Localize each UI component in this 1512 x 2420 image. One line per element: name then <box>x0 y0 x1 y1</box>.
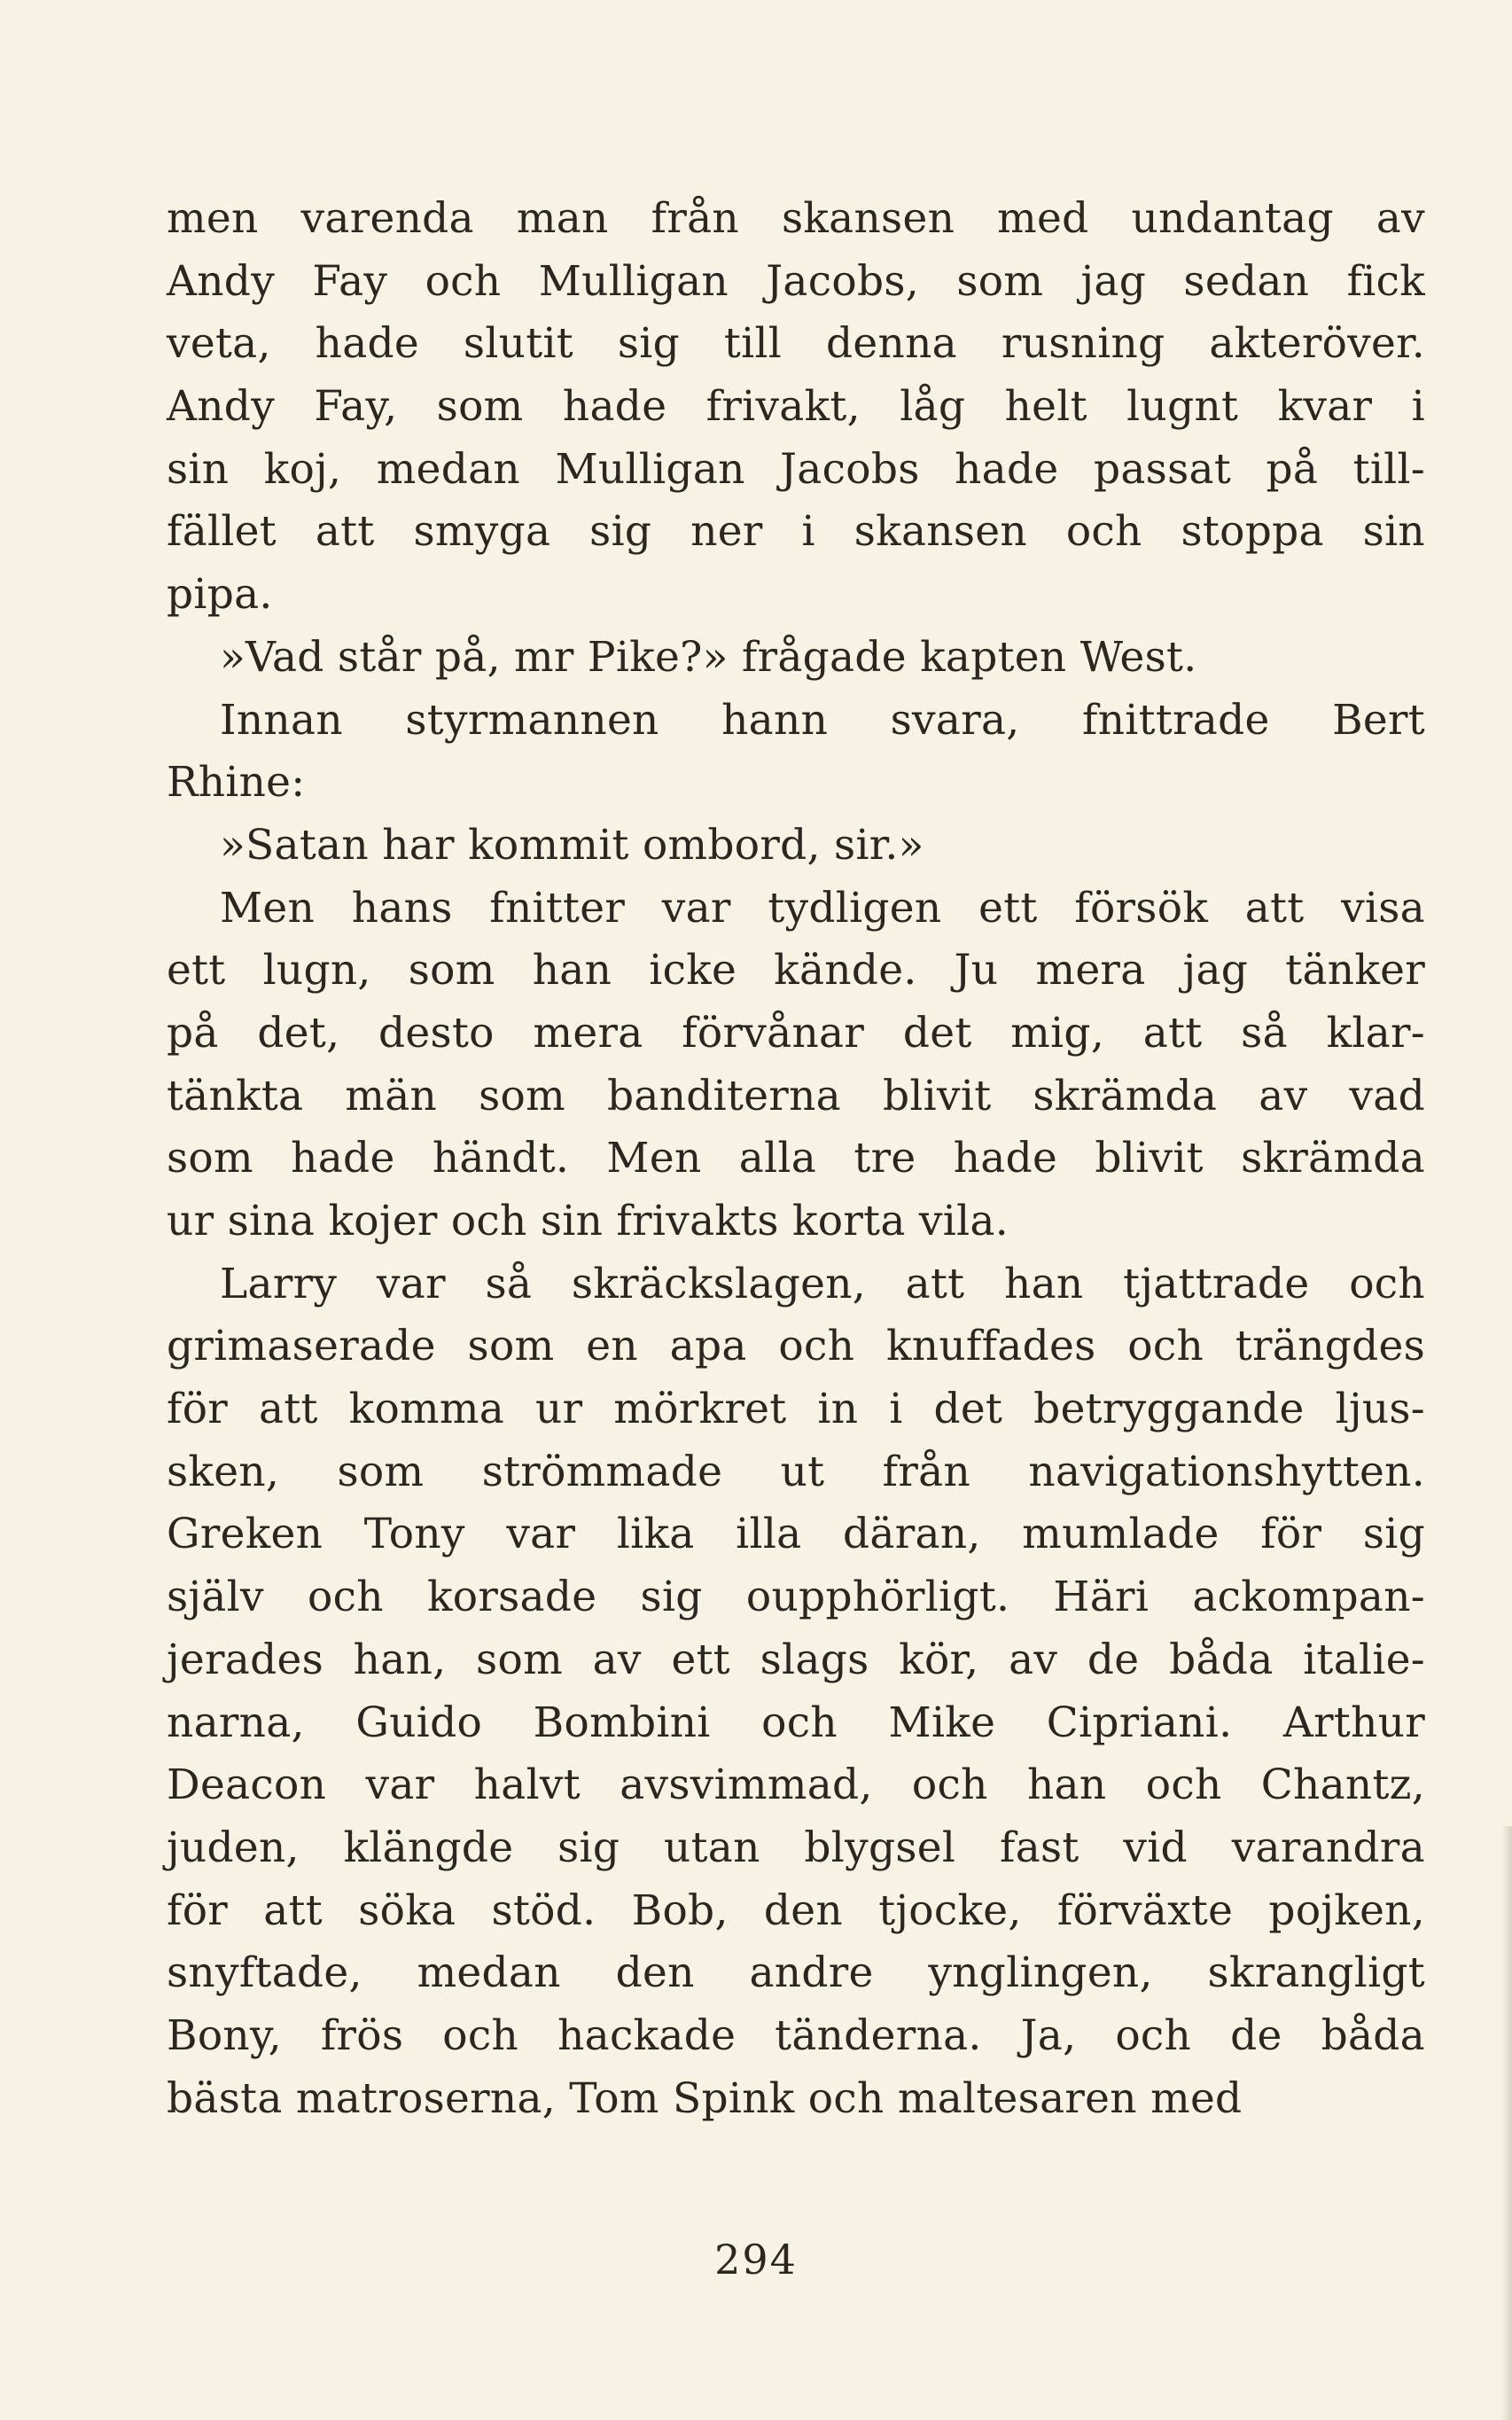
text-line: ur sina kojer och sin frivakts korta vila. <box>167 1197 1009 1245</box>
text-line: Rhine: <box>167 758 306 808</box>
text-line: Andy Fay, som hade frivakt, låg helt lugnt kvar i <box>167 382 1425 432</box>
text-line: Andy Fay och Mulligan Jacobs, som jag sedan fick <box>167 256 1425 306</box>
text-line: Larry var så skräckslagen, att han tjattrade och <box>220 1259 1425 1308</box>
text-line: Men hans fnitter var tydligen ett försök att visa <box>220 883 1425 933</box>
text-line: »Vad står på, mr Pike?» frågade kapten West. <box>220 632 1197 682</box>
text-line: för att söka stöd. Bob, den tjocke, förväxte pojken, <box>167 1885 1425 1935</box>
paragraph <box>167 690 1425 815</box>
paragraph <box>167 815 1425 878</box>
text-line: själv och korsade sig oupphörligt. Häri ackompan- <box>167 1573 1425 1622</box>
text-line: »Satan har kommit ombord, sir.» <box>220 820 924 870</box>
paragraph <box>167 188 1425 627</box>
text-line: Deacon var halvt avsvimmad, och han och Chantz, <box>167 1760 1425 1810</box>
paragraph <box>167 627 1425 690</box>
text-line: veta, hade slutit sig till denna rusning akteröver. <box>167 319 1425 369</box>
text-line: sin koj, medan Mulligan Jacobs hade passat på till- <box>167 444 1425 494</box>
paragraph <box>167 1253 1425 2131</box>
body-text <box>167 188 1425 2130</box>
text-line: för att komma ur mörkret in i det betryggande ljus- <box>167 1385 1425 1434</box>
page-edge-shadow <box>1501 1826 1512 2420</box>
text-line: men varenda man från skansen med undantag av <box>167 194 1425 243</box>
paragraph <box>167 878 1425 1253</box>
text-line: fället att smyga sig ner i skansen och stoppa sin <box>167 507 1425 557</box>
text-line: jerades han, som av ett slags kör, av de båda italie- <box>167 1635 1425 1684</box>
text-line: tänkta män som banditerna blivit skrämda av vad <box>167 1071 1425 1120</box>
text-line: som hade händt. Men alla tre hade blivit skrämda <box>167 1134 1425 1183</box>
text-line: ett lugn, som han icke kände. Ju mera jag tänker <box>167 946 1425 995</box>
text-line: sken, som strömmade ut från navigationshytten. <box>167 1447 1425 1496</box>
text-line: på det, desto mera förvånar det mig, att så klar- <box>167 1008 1425 1058</box>
text-line: grimaserade som en apa och knuffades och trängdes <box>167 1322 1425 1371</box>
text-line: bästa matroserna, Tom Spink och maltesaren med <box>167 2073 1243 2123</box>
text-line: pipa. <box>167 570 273 620</box>
page-number: 294 <box>714 2236 798 2283</box>
text-line: snyftade, medan den andre ynglingen, skrangligt <box>167 1948 1425 1998</box>
text-line: Bony, frös och hackade tänderna. Ja, och de båda <box>167 2010 1425 2060</box>
text-line: narna, Guido Bombini och Mike Cipriani. Arthur <box>167 1698 1425 1747</box>
text-line: Innan styrmannen hann svara, fnittrade Bert <box>220 695 1425 745</box>
text-line: Greken Tony var lika illa däran, mumlade för sig <box>167 1510 1425 1559</box>
text-line: juden, klängde sig utan blygsel fast vid varandra <box>167 1823 1425 1872</box>
